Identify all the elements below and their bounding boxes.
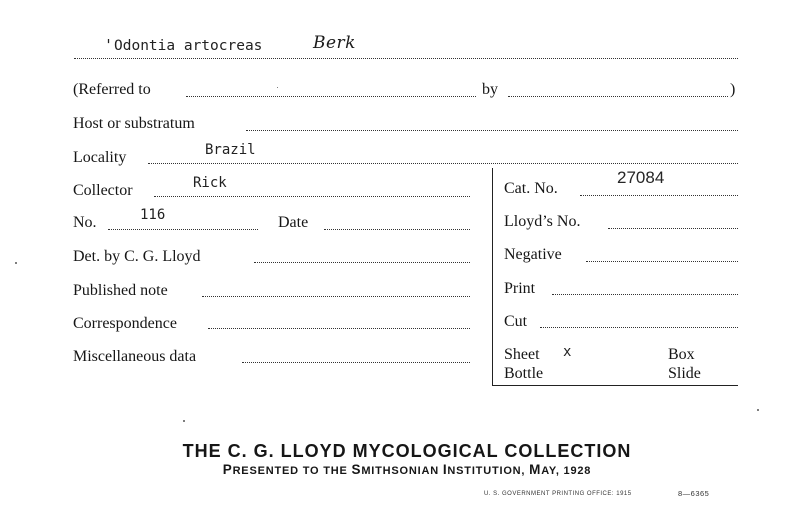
published-label: Published note [73,282,168,299]
catalog-box-left-border [492,168,493,386]
collection-title: THE C. G. LLOYD MYCOLOGICAL COLLECTION [182,441,632,461]
collector-line [154,196,470,197]
catalog-box-bottom-border [492,385,738,386]
subtitle-part: RESENTED TO THE [232,465,352,477]
det-label: Det. by C. G. Lloyd [73,248,201,265]
by-label: by [482,81,498,98]
collector-value: Rick [193,175,227,191]
box-label: Box [668,346,695,363]
specimen-name: Odontia artocreas [114,38,263,54]
form-number: 8—6365 [678,489,710,498]
specimen-author: Berk [313,33,356,53]
sheet-mark: x [563,344,572,360]
correspondence-label: Correspondence [73,315,177,332]
print-line [552,294,738,295]
negative-line [586,261,738,262]
misc-line [242,362,470,363]
subtitle-part: NSTITUTION, [447,465,530,477]
bottle-label: Bottle [504,365,544,382]
collector-label: Collector [73,182,133,199]
published-line [202,296,470,297]
subtitle-part: I [442,462,448,477]
misc-label: Miscellaneous data [73,348,197,365]
sheet-label: Sheet [504,346,540,363]
number-value: 116 [140,207,166,223]
cat-number-line [580,195,738,196]
lloyds-number-line [608,228,738,229]
locality-value: Brazil [205,142,256,158]
det-line [254,262,470,263]
by-line [508,96,728,97]
printing-office-note: U. S. GOVERNMENT PRINTING OFFICE: 1915 [484,491,632,497]
subtitle-part: MITHSONIAN [361,465,443,477]
scan-speck [15,262,17,264]
correspondence-line [208,328,470,329]
locality-label: Locality [73,149,127,166]
cut-line [540,327,738,328]
number-label: No. [73,214,97,231]
number-line [108,229,258,230]
cat-number-label: Cat. No. [504,180,558,197]
referred-to-line [186,96,476,97]
subtitle-part: AY, 1928 [541,465,592,477]
date-line [324,229,470,230]
scan-speck [277,87,278,88]
date-label: Date [278,214,309,231]
locality-line [148,163,738,164]
referred-to-label: (Referred to [73,81,151,98]
subtitle-part: M [529,462,542,477]
subtitle-part: S [351,462,362,477]
lloyds-number-label: Lloyd’s No. [504,213,581,230]
subtitle-part: P [222,462,233,477]
cat-number-value: 27084 [617,168,665,187]
slide-label: Slide [668,365,701,382]
tick-mark: ' [104,36,114,54]
collection-subtitle [0,462,800,477]
host-label: Host or substratum [73,115,195,132]
negative-label: Negative [504,246,562,263]
name-line [74,58,738,59]
cut-label: Cut [504,313,528,330]
print-label: Print [504,280,536,297]
scan-speck [183,420,185,422]
close-paren: ) [730,81,736,98]
scan-speck [757,409,759,411]
host-line [246,130,738,131]
